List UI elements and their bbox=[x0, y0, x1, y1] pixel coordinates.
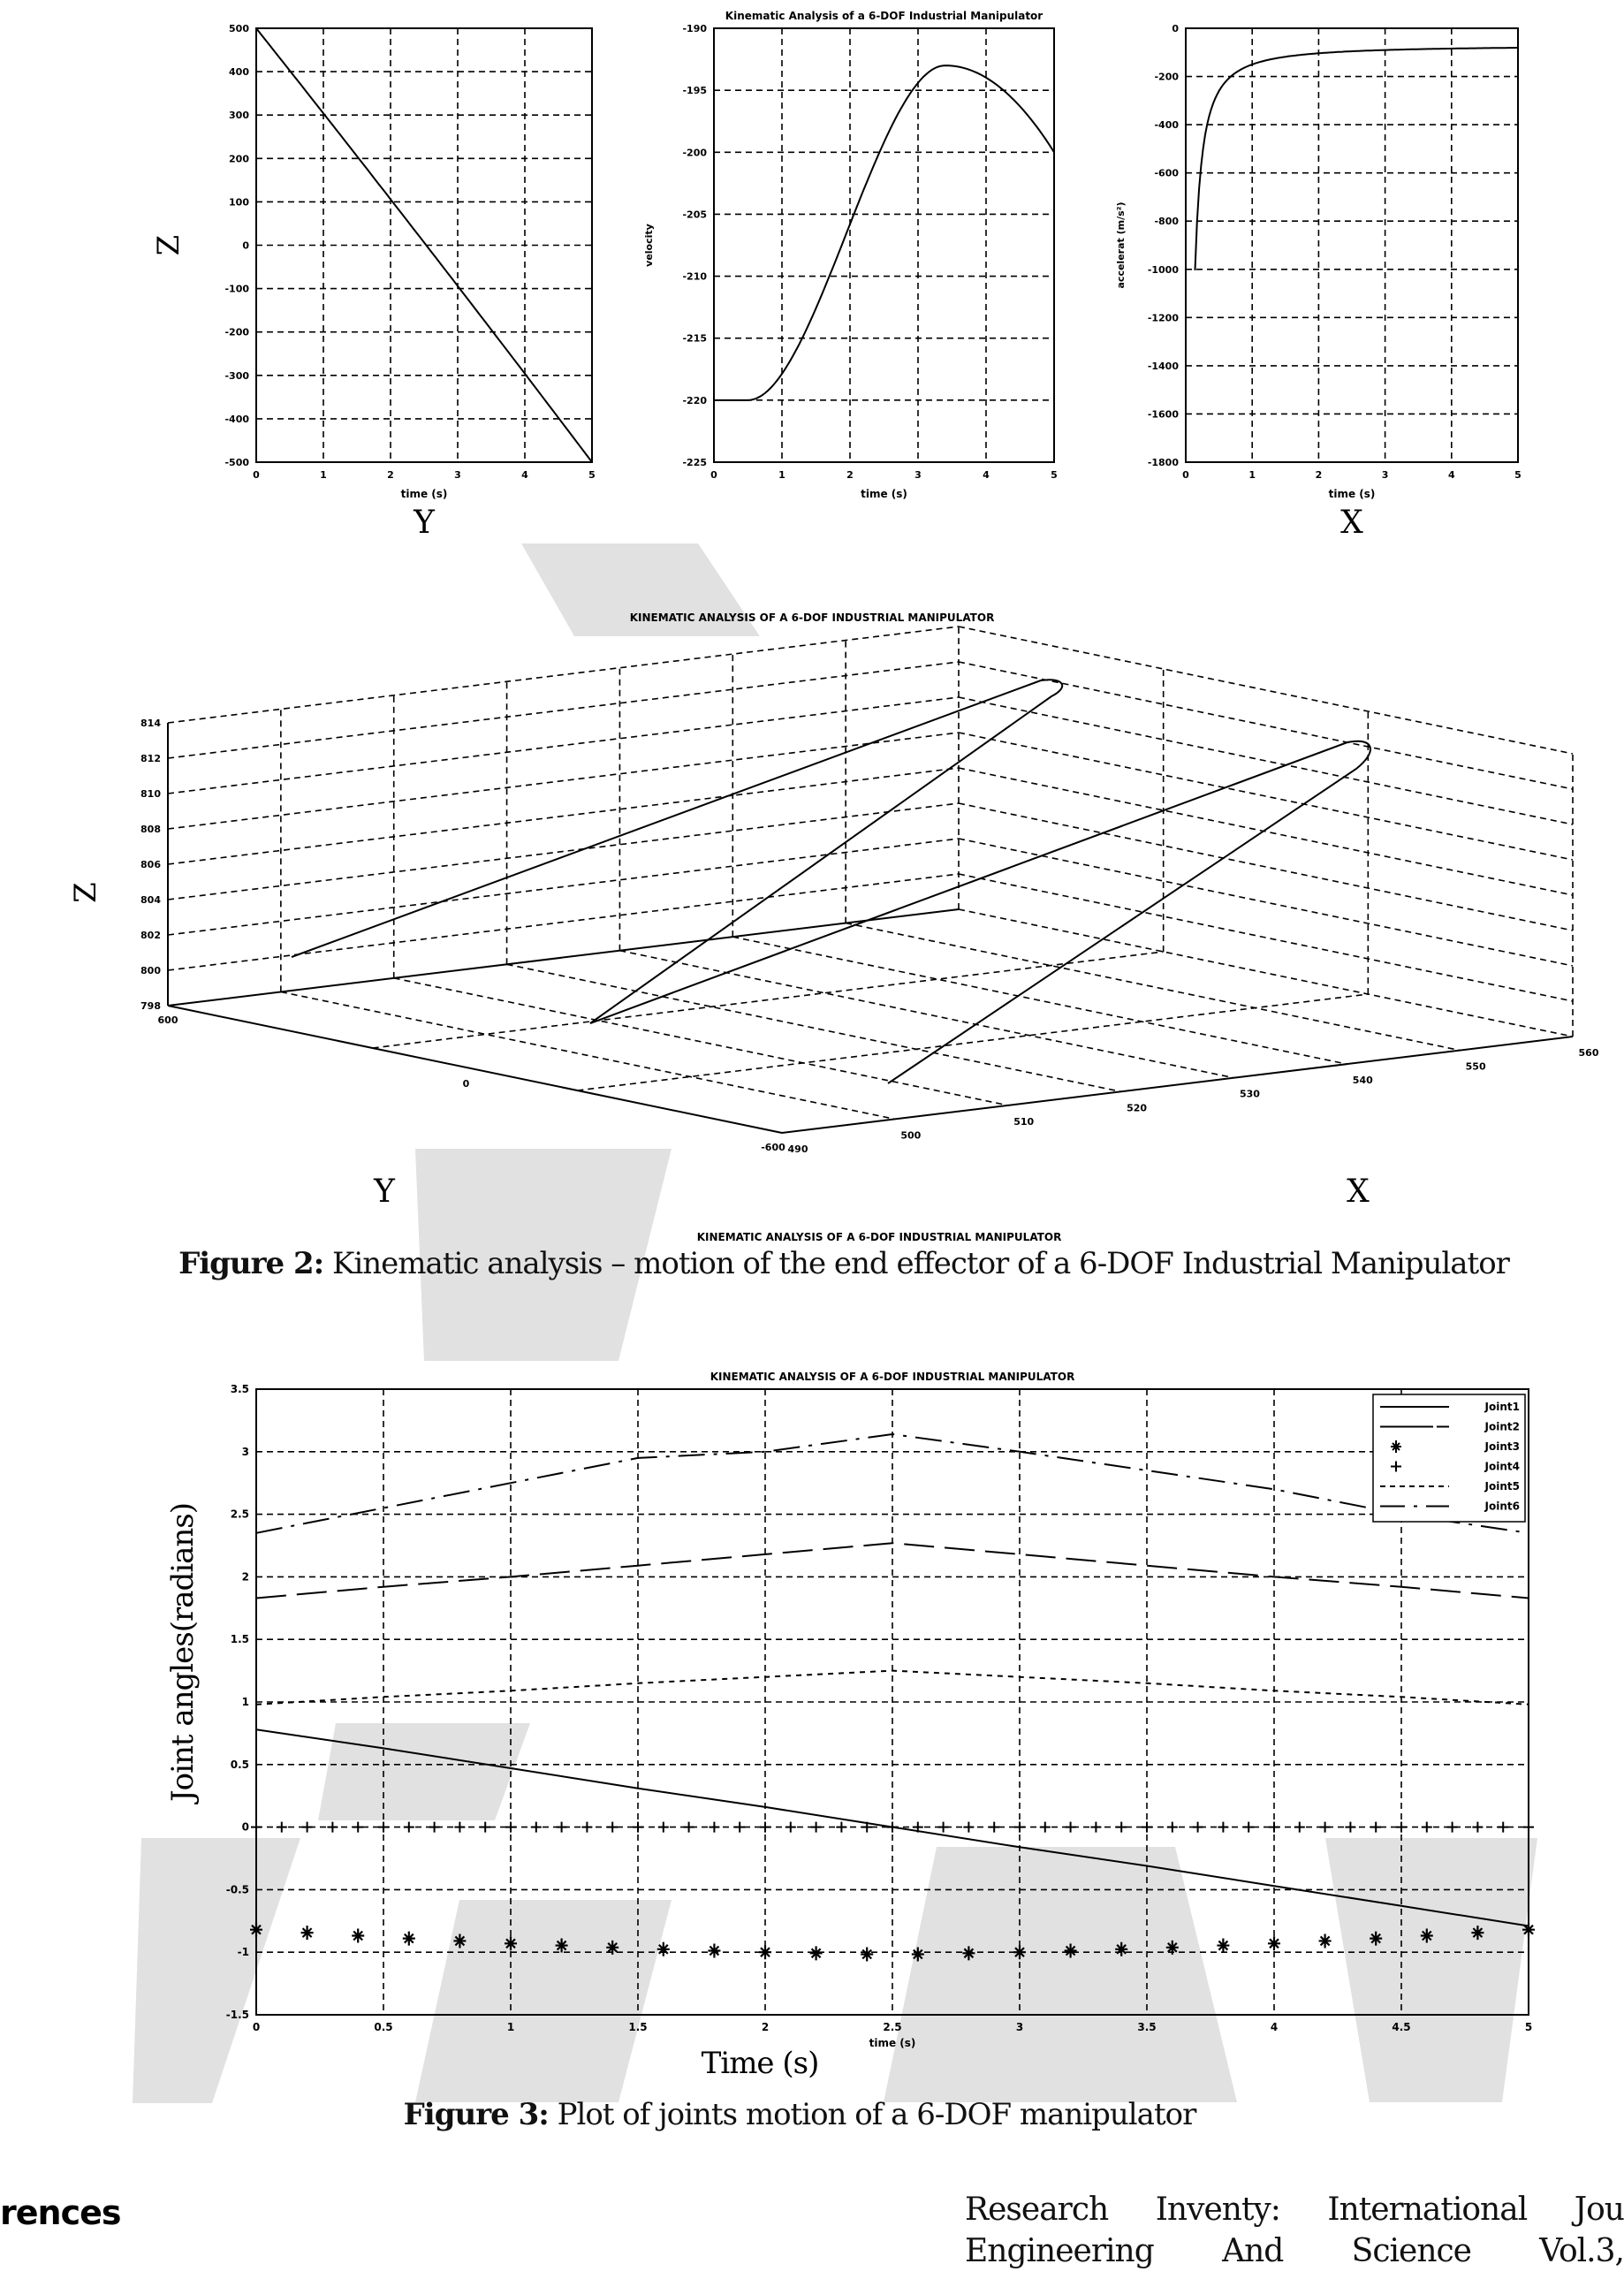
x-tick-label: 0 bbox=[253, 469, 260, 481]
data-marker bbox=[581, 1822, 592, 1833]
x-axis-label: time (s) bbox=[1328, 488, 1376, 500]
data-marker bbox=[1472, 1822, 1483, 1833]
y-tick-label: -400 bbox=[224, 413, 249, 425]
y-tick-label: -200 bbox=[682, 147, 707, 159]
y-axis-label: velocity bbox=[643, 224, 655, 267]
y-tick-label: -200 bbox=[224, 326, 249, 338]
data-marker bbox=[1167, 1822, 1178, 1833]
grid-line-z bbox=[959, 839, 1573, 966]
x-tick-label: 4 bbox=[983, 469, 990, 481]
y-tick-label: -195 bbox=[682, 85, 707, 97]
y-tick-label: -0.5 bbox=[225, 1883, 249, 1896]
x-axis-label: time (s) bbox=[400, 488, 448, 500]
y-tick-label: -1600 bbox=[1147, 408, 1179, 421]
data-marker bbox=[251, 1822, 262, 1833]
y-tick-label: -500 bbox=[224, 457, 249, 468]
x-tick-label: 4.5 bbox=[1392, 2021, 1411, 2033]
z-tick-label: 806 bbox=[140, 859, 161, 870]
ref-word: Research bbox=[965, 2192, 1109, 2228]
data-marker bbox=[1319, 1933, 1332, 1948]
x-tick-label: 0.5 bbox=[374, 2021, 393, 2033]
ref-word: Inventy: bbox=[1155, 2192, 1280, 2228]
x-tick-label: 500 bbox=[900, 1129, 922, 1142]
under-axis-label: Y bbox=[414, 505, 435, 541]
data-marker bbox=[1320, 1822, 1331, 1833]
data-marker bbox=[378, 1822, 389, 1833]
data-marker bbox=[353, 1822, 363, 1833]
data-marker bbox=[811, 1822, 822, 1833]
y-tick-label: 3 bbox=[241, 1445, 249, 1458]
subplot-1 bbox=[151, 23, 596, 541]
velocity-curve bbox=[714, 65, 1054, 400]
floor-grid-line bbox=[394, 978, 1008, 1105]
position-curve bbox=[256, 28, 592, 462]
y-tick-label: -1400 bbox=[1147, 360, 1179, 372]
subplot-3 bbox=[1115, 23, 1522, 541]
x-tick-label: 2 bbox=[387, 469, 394, 481]
y-axis-line bbox=[168, 1006, 782, 1133]
x-tick-label: 2.5 bbox=[883, 2021, 902, 2033]
x-tick-label: 520 bbox=[1127, 1102, 1148, 1114]
plot-bottom-title: KINEMATIC ANALYSIS OF A 6-DOF INDUSTRIAL MANIPULATOR bbox=[696, 1231, 1062, 1243]
data-marker bbox=[301, 1926, 314, 1940]
y-tick-label: 100 bbox=[229, 196, 249, 209]
figure-3-caption-text: Plot of joints motion of a 6-DOF manipulator bbox=[548, 2097, 1196, 2132]
y-tick-label: -300 bbox=[224, 369, 249, 382]
grid-line-z bbox=[168, 662, 959, 758]
data-marker bbox=[1193, 1822, 1203, 1833]
y-axis-label: Joint angles(radians) bbox=[165, 1502, 201, 1803]
data-marker bbox=[1345, 1822, 1355, 1833]
figure-2-caption-text: Kinematic analysis – motion of the end effector of a 6-DOF Industrial Manipulator bbox=[323, 1246, 1509, 1281]
legend-label: Joint6 bbox=[1484, 1500, 1520, 1513]
y-tick-label: 0.5 bbox=[230, 1758, 249, 1771]
x-tick-label: 0 bbox=[710, 469, 717, 481]
x-tick-label: 1 bbox=[778, 469, 785, 481]
ref-word: Science bbox=[1351, 2233, 1471, 2269]
data-marker bbox=[1269, 1822, 1279, 1833]
axes-frame bbox=[1186, 28, 1518, 462]
legend-label: Joint5 bbox=[1484, 1480, 1520, 1493]
references-heading: rences bbox=[0, 2193, 121, 2232]
x-tick-label: 0 bbox=[252, 2021, 261, 2033]
y-tick-label: -205 bbox=[682, 209, 707, 221]
data-marker bbox=[887, 1822, 898, 1833]
axes-frame bbox=[714, 28, 1054, 462]
chart-title: KINEMATIC ANALYSIS OF A 6-DOF INDUSTRIAL MANIPULATOR bbox=[710, 1371, 1075, 1383]
data-marker bbox=[1396, 1822, 1407, 1833]
x-tick-label: 5 bbox=[1051, 469, 1058, 481]
grid-line-z bbox=[959, 874, 1573, 1001]
x-axis-label: time (s) bbox=[869, 2037, 916, 2049]
x-tick-label: 4 bbox=[1447, 469, 1455, 481]
legend-label: Joint3 bbox=[1484, 1440, 1520, 1453]
y-tick-label: 1 bbox=[241, 1696, 249, 1708]
data-marker bbox=[277, 1822, 287, 1833]
data-marker bbox=[352, 1929, 364, 1943]
data-marker bbox=[1523, 1822, 1534, 1833]
x-axis-label-large: Time (s) bbox=[701, 2046, 819, 2081]
grid-line-z bbox=[168, 874, 959, 970]
floor-grid-line bbox=[846, 923, 1460, 1051]
subplot-2 bbox=[643, 10, 1058, 500]
x-tick-label: 3 bbox=[914, 469, 922, 481]
x-axis-label: X bbox=[1347, 1174, 1370, 1210]
figure-2-caption bbox=[62, 1246, 1624, 1281]
x-tick-label: 1 bbox=[506, 2021, 515, 2033]
y-tick-label: 500 bbox=[229, 23, 249, 34]
legend bbox=[1373, 1394, 1525, 1522]
subplot-title: Kinematic Analysis of a 6-DOF Industrial Manipulator bbox=[725, 10, 1043, 22]
acceleration-curve bbox=[1195, 48, 1519, 270]
y-tick-label: 0 bbox=[1172, 23, 1179, 34]
data-marker bbox=[1040, 1822, 1051, 1833]
data-marker bbox=[480, 1822, 490, 1833]
grid-line-z bbox=[168, 839, 959, 935]
x-tick-label: 1 bbox=[1248, 469, 1256, 481]
data-marker bbox=[454, 1822, 465, 1833]
x-tick-label: 3 bbox=[1015, 2021, 1024, 2033]
y-tick-label: -225 bbox=[682, 457, 707, 468]
z-tick-label: 800 bbox=[140, 965, 161, 976]
plot-title: KINEMATIC ANALYSIS OF A 6-DOF INDUSTRIAL MANIPULATOR bbox=[629, 612, 995, 624]
data-marker bbox=[633, 1822, 643, 1833]
y-tick-label: -1000 bbox=[1147, 263, 1179, 276]
data-marker bbox=[709, 1822, 719, 1833]
y-tick-label: -1800 bbox=[1147, 457, 1179, 468]
x-axis-line bbox=[782, 1037, 1573, 1133]
y-tick-label: -215 bbox=[682, 332, 707, 345]
grid-line-z bbox=[959, 662, 1573, 789]
x-tick-label: 3 bbox=[1381, 469, 1389, 481]
data-marker bbox=[810, 1946, 823, 1960]
y-tick-label: -600 bbox=[1154, 167, 1179, 179]
x-tick-label: 5 bbox=[1524, 2021, 1533, 2033]
data-marker bbox=[1116, 1822, 1127, 1833]
y-tick-label: 2.5 bbox=[230, 1508, 249, 1521]
x-tick-label: 490 bbox=[787, 1143, 808, 1155]
x-tick-label: 530 bbox=[1239, 1088, 1260, 1100]
data-marker bbox=[1218, 1822, 1228, 1833]
data-marker bbox=[1268, 1936, 1280, 1950]
x-tick-label: 2 bbox=[846, 469, 854, 481]
data-marker bbox=[403, 1932, 415, 1946]
figure-3-caption bbox=[18, 2097, 1582, 2132]
data-marker bbox=[1422, 1822, 1432, 1833]
data-marker bbox=[607, 1822, 618, 1833]
x-tick-label: 1.5 bbox=[628, 2021, 648, 2033]
ref-word: Vol.3, bbox=[1539, 2233, 1624, 2269]
grid-line-z bbox=[959, 803, 1573, 931]
grid-line-z bbox=[168, 697, 959, 794]
data-marker bbox=[327, 1822, 338, 1833]
data-marker bbox=[1142, 1822, 1152, 1833]
ref-word: International bbox=[1327, 2192, 1528, 2228]
data-marker bbox=[505, 1822, 516, 1833]
x-tick-label: 3 bbox=[454, 469, 461, 481]
y-tick-label: -100 bbox=[224, 283, 249, 295]
y-tick-label: -1200 bbox=[1147, 312, 1179, 324]
z-tick-label: 812 bbox=[140, 753, 161, 764]
grid-line-z bbox=[959, 733, 1573, 860]
x-axis-label: time (s) bbox=[861, 488, 907, 500]
x-tick-label: 540 bbox=[1352, 1075, 1373, 1087]
data-marker bbox=[1217, 1939, 1229, 1953]
data-marker bbox=[734, 1822, 745, 1833]
data-marker bbox=[531, 1822, 542, 1833]
x-tick-label: 0 bbox=[1182, 469, 1189, 481]
figure-2-caption-label: Figure 2: bbox=[178, 1246, 324, 1281]
data-marker bbox=[1014, 1822, 1025, 1833]
floor-grid-line bbox=[959, 909, 1573, 1037]
data-marker bbox=[302, 1822, 313, 1833]
x-tick-label: 1 bbox=[320, 469, 327, 481]
grid-line-z bbox=[959, 768, 1573, 895]
x-tick-label: 5 bbox=[1514, 469, 1522, 481]
x-tick-label: 4 bbox=[1270, 2021, 1279, 2033]
grid-line-z bbox=[168, 733, 959, 829]
reference-line-2 bbox=[965, 2233, 1624, 2269]
data-marker bbox=[963, 1822, 974, 1833]
y-tick-label: 200 bbox=[229, 153, 249, 165]
legend-label: Joint2 bbox=[1484, 1420, 1520, 1433]
y-tick-label: 600 bbox=[157, 1014, 178, 1026]
data-marker bbox=[557, 1822, 567, 1833]
data-marker bbox=[760, 1822, 770, 1833]
x-tick-label: 3.5 bbox=[1137, 2021, 1157, 2033]
z-tick-label: 810 bbox=[140, 788, 161, 800]
y-tick-label: 3.5 bbox=[230, 1383, 249, 1395]
z-tick-label: 802 bbox=[140, 930, 161, 941]
x-tick-label: 510 bbox=[1013, 1115, 1035, 1128]
x-tick-label: 2 bbox=[761, 2021, 770, 2033]
y-tick-label: -210 bbox=[682, 270, 707, 283]
y-axis-label: accelerat (m/s²) bbox=[1115, 201, 1127, 289]
floor-grid-line bbox=[732, 937, 1347, 1064]
y-tick-label: 300 bbox=[229, 110, 249, 122]
ref-word: And bbox=[1222, 2233, 1284, 2269]
z-tick-label: 808 bbox=[140, 824, 161, 835]
x-tick-label: 550 bbox=[1465, 1060, 1486, 1073]
data-marker bbox=[404, 1822, 414, 1833]
z-axis-label: Z bbox=[68, 882, 103, 903]
data-marker bbox=[1066, 1822, 1076, 1833]
grid-line-z bbox=[959, 697, 1573, 824]
data-marker bbox=[684, 1822, 694, 1833]
grid-line-z bbox=[168, 627, 959, 723]
floor-grid-line bbox=[619, 951, 1233, 1078]
y-tick-label: -600 bbox=[761, 1142, 785, 1153]
x-tick-label: 4 bbox=[521, 469, 528, 481]
y-tick-label: 400 bbox=[229, 66, 249, 79]
data-marker bbox=[1370, 1822, 1381, 1833]
ref-word: Engineering bbox=[965, 2233, 1154, 2269]
grid-line-z bbox=[168, 768, 959, 864]
y-tick-label: -1.5 bbox=[225, 2009, 249, 2021]
z-tick-label: 804 bbox=[140, 894, 161, 906]
data-marker bbox=[938, 1822, 949, 1833]
y-tick-label: -190 bbox=[682, 23, 707, 34]
y-axis-label: Z bbox=[151, 234, 186, 256]
y-tick-label: 0 bbox=[242, 239, 249, 252]
x-tick-label: 5 bbox=[588, 469, 596, 481]
y-tick-label: -1 bbox=[237, 1946, 249, 1959]
data-marker bbox=[861, 1947, 873, 1961]
y-tick-label: 2 bbox=[241, 1570, 249, 1584]
z-tick-label: 814 bbox=[140, 718, 161, 729]
y-tick-label: -800 bbox=[1154, 216, 1179, 228]
x-tick-label: 560 bbox=[1578, 1047, 1599, 1059]
y-tick-label: 0 bbox=[241, 1820, 249, 1834]
y-tick-label: -200 bbox=[1154, 71, 1179, 83]
end-effector-trajectory bbox=[292, 680, 1370, 1083]
data-marker bbox=[429, 1822, 440, 1833]
y-tick-label: -400 bbox=[1154, 119, 1179, 132]
ref-word: Jou bbox=[1574, 2192, 1624, 2228]
data-marker bbox=[1447, 1822, 1458, 1833]
data-marker bbox=[785, 1822, 796, 1833]
z-tick-label: 798 bbox=[140, 1000, 161, 1012]
figure-3-caption-label: Figure 3: bbox=[403, 2097, 549, 2132]
watermark-logo bbox=[133, 543, 1537, 2103]
reference-line-1 bbox=[965, 2192, 1624, 2228]
data-marker bbox=[708, 1944, 720, 1958]
data-marker bbox=[989, 1822, 999, 1833]
data-marker bbox=[1498, 1822, 1508, 1833]
data-marker bbox=[658, 1822, 669, 1833]
floor-grid-line bbox=[507, 964, 1121, 1091]
data-marker bbox=[759, 1945, 771, 1959]
data-marker bbox=[1243, 1822, 1254, 1833]
legend-label: Joint4 bbox=[1484, 1460, 1520, 1473]
grid-line-z bbox=[959, 627, 1573, 754]
y-tick-label: 1.5 bbox=[230, 1633, 249, 1646]
data-marker bbox=[1294, 1822, 1305, 1833]
y-axis-label: Y bbox=[374, 1174, 395, 1210]
grid-line-z bbox=[168, 803, 959, 900]
y-tick-label: 0 bbox=[462, 1078, 470, 1090]
legend-label: Joint1 bbox=[1484, 1401, 1520, 1413]
data-marker bbox=[836, 1822, 846, 1833]
y-tick-label: -220 bbox=[682, 394, 707, 406]
floor-grid-line bbox=[281, 991, 895, 1119]
x-tick-label: 2 bbox=[1315, 469, 1323, 481]
under-axis-label: X bbox=[1340, 505, 1363, 541]
data-marker bbox=[1090, 1822, 1101, 1833]
